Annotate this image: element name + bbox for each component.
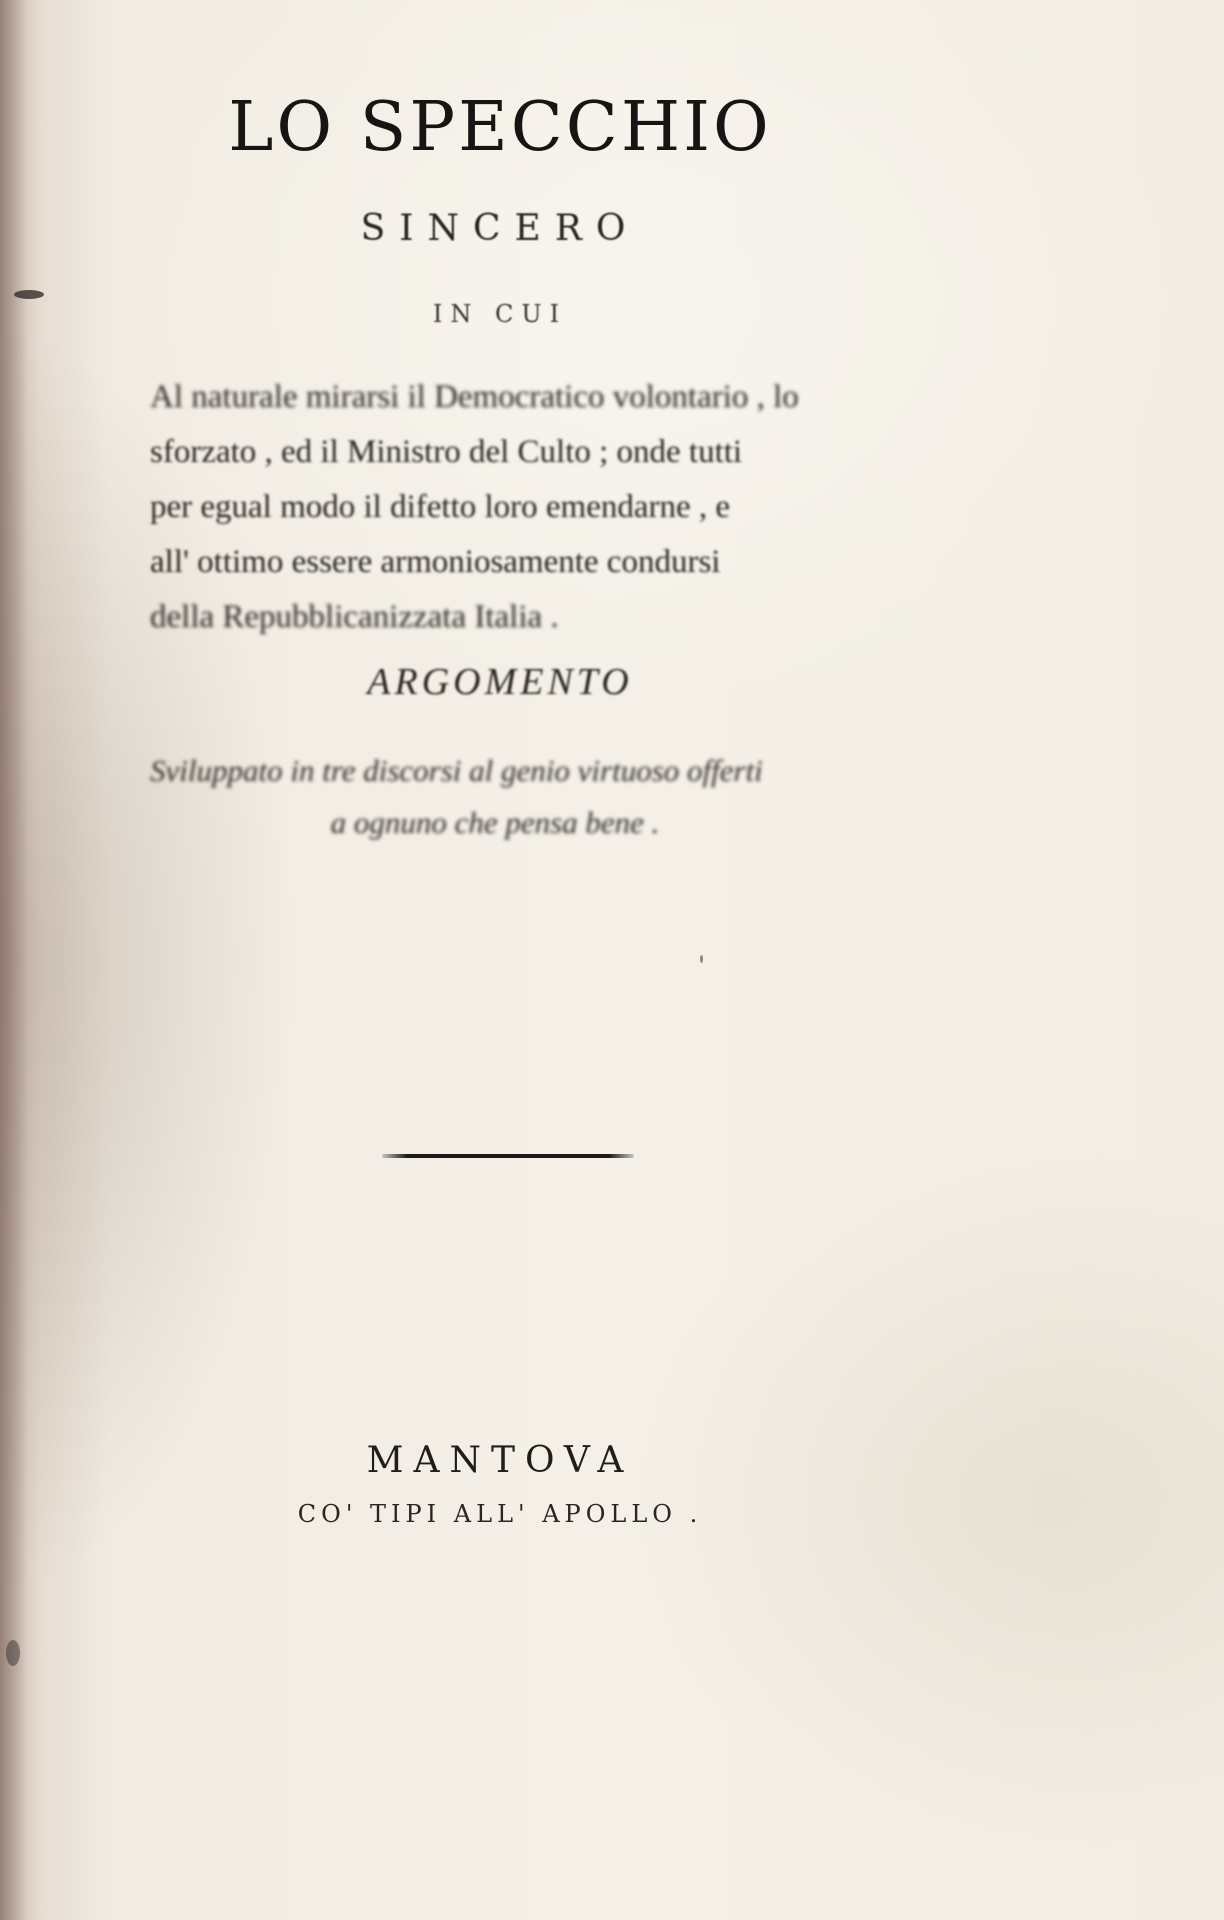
ink-spot xyxy=(14,290,44,299)
ink-spot xyxy=(6,1640,20,1666)
argument-paragraph xyxy=(150,745,950,849)
descriptive-paragraph xyxy=(150,370,930,645)
binding-shadow xyxy=(0,0,28,1920)
separator-rule xyxy=(382,1154,634,1158)
in-cui-line: IN CUI xyxy=(432,300,568,328)
argument-heading: ARGOMENTO xyxy=(367,661,633,703)
ink-spot xyxy=(700,955,703,963)
paragraph-line: Al naturale mirarsi il Democratico volontario , lo xyxy=(150,379,799,415)
argument-line: a ognuno che pensa bene . xyxy=(330,805,660,840)
paragraph-line: della Repubblicanizzata Italia . xyxy=(150,599,559,635)
imprint-place: MANTOVA xyxy=(366,1440,634,1481)
paragraph-line: sforzato , ed il Ministro del Culto ; onde tutti xyxy=(150,434,743,470)
argument-line: Sviluppato in tre discorsi al genio virtuoso offerti xyxy=(150,753,763,788)
page-title: LO SPECCHIO xyxy=(228,88,772,167)
paragraph-line: all' ottimo essere armoniosamente condursi xyxy=(150,544,721,580)
paragraph-line: per egual modo il difetto loro emendarne , e xyxy=(150,489,731,525)
subtitle: SINCERO xyxy=(360,208,640,249)
imprint-printer: CO' TIPI ALL' APOLLO . xyxy=(297,1500,703,1528)
